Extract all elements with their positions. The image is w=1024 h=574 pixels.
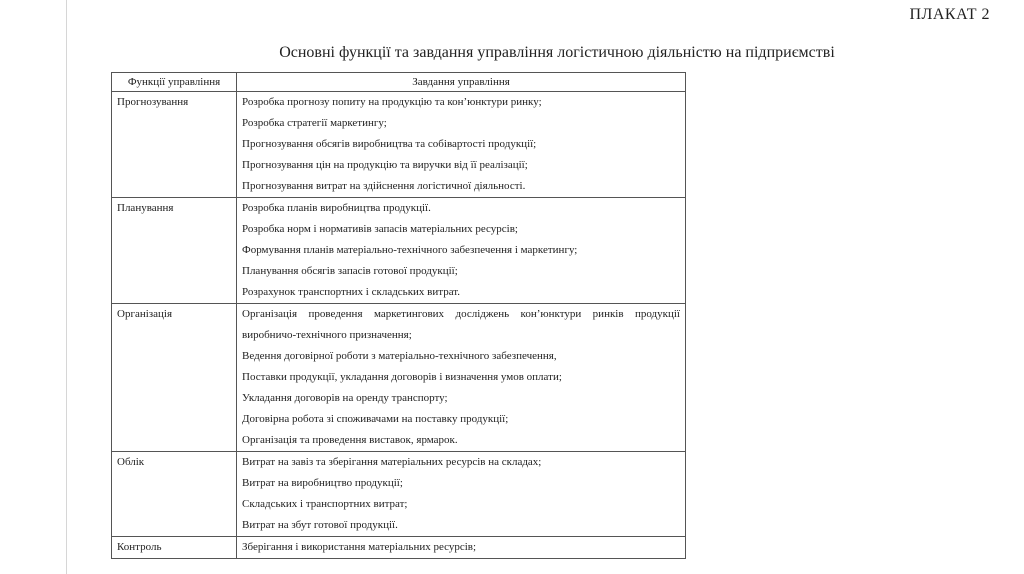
task-item: Витрат на завіз та зберігання матеріальних ресурсів на складах; xyxy=(242,456,542,468)
task-item: Прогнозування витрат на здійснення логістичної діяльності. xyxy=(242,180,526,192)
table-header-row xyxy=(112,73,686,92)
task-item: Розробка прогнозу попиту на продукцію та кон’юнктури ринку; xyxy=(242,96,542,108)
function-cell: Прогнозування xyxy=(112,92,237,198)
tasks-cell xyxy=(237,198,686,304)
task-item: Формування планів матеріально-технічного забезпечення і маркетингу; xyxy=(242,244,578,256)
table-row xyxy=(112,198,686,304)
tasks-cell xyxy=(237,304,686,452)
task-item: Витрат на виробництво продукції; xyxy=(242,477,403,489)
header-functions: Функції управління xyxy=(112,73,237,92)
function-cell: Планування xyxy=(112,198,237,304)
document-title: Основні функції та завдання управління логістичною діяльністю на підприємстві xyxy=(279,44,835,61)
table-row xyxy=(112,92,686,198)
task-item: Складських і транспортних витрат; xyxy=(242,498,408,510)
tasks-cell xyxy=(237,452,686,537)
functions-tasks-table xyxy=(111,72,686,559)
poster-label: ПЛАКАТ 2 xyxy=(909,6,990,23)
task-item: Укладання договорів на оренду транспорту; xyxy=(242,392,448,404)
table-row xyxy=(112,452,686,537)
header-tasks: Завдання управління xyxy=(237,73,686,92)
page-margin-line xyxy=(66,0,67,574)
task-item: Прогнозування цін на продукцію та виручки від її реалізації; xyxy=(242,159,528,171)
task-item: Ведення договірної роботи з матеріально-технічного забезпечення, xyxy=(242,350,557,362)
function-cell: Організація xyxy=(112,304,237,452)
function-cell: Облік xyxy=(112,452,237,537)
task-item: Планування обсягів запасів готової продукції; xyxy=(242,265,458,277)
tasks-cell xyxy=(237,537,686,559)
function-cell: Контроль xyxy=(112,537,237,559)
task-item: Витрат на збут готової продукції. xyxy=(242,519,398,531)
tasks-cell xyxy=(237,92,686,198)
table-row xyxy=(112,304,686,452)
task-item: Розробка норм і нормативів запасів матеріальних ресурсів; xyxy=(242,223,518,235)
task-item: Розрахунок транспортних і складських витрат. xyxy=(242,286,461,298)
table-row xyxy=(112,537,686,559)
task-item: Зберігання і використання матеріальних ресурсів; xyxy=(242,541,477,553)
task-item: Розробка стратегії маркетингу; xyxy=(242,117,387,129)
task-item: Організація та проведення виставок, ярмарок. xyxy=(242,434,458,446)
task-item: Прогнозування обсягів виробництва та собівартості продукції; xyxy=(242,138,537,150)
task-item: Організація проведення маркетингових досліджень кон’юнктури ринків продукції виробничо-технічного призначення; xyxy=(242,308,680,341)
task-item: Розробка планів виробництва продукції. xyxy=(242,202,431,214)
task-item: Договірна робота зі споживачами на поставку продукції; xyxy=(242,413,509,425)
task-item: Поставки продукції, укладання договорів і визначення умов оплати; xyxy=(242,371,562,383)
